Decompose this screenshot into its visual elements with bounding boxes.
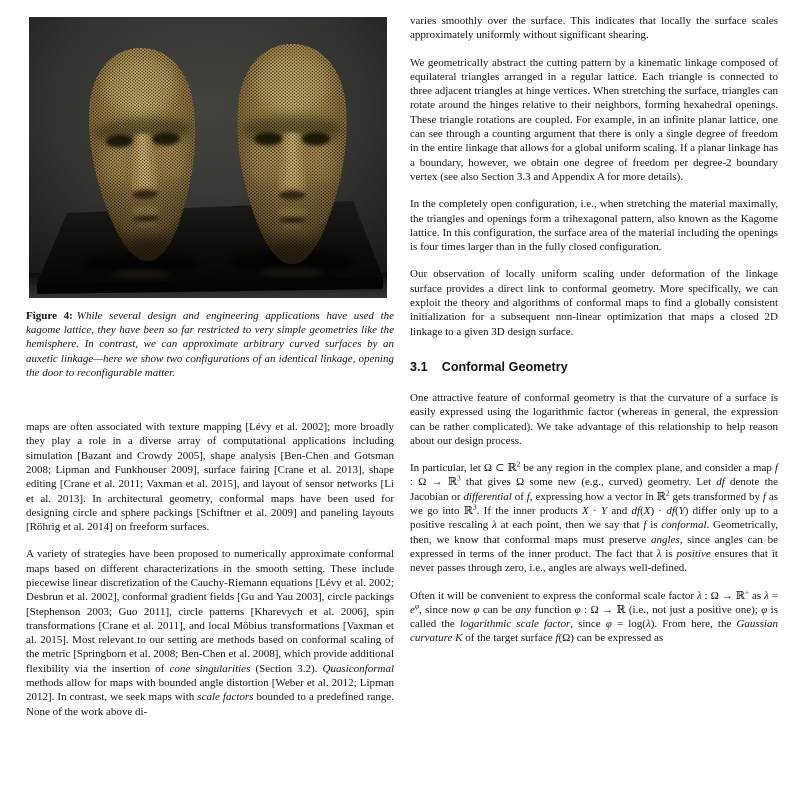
right-paragraph-5: One attractive feature of conformal geometry is that the curvature of a surface is easily expressed using the logarithmic factor (whereas in general, the expression can be rather complicated). We take advantage of this relationship to help reason about our design process. xyxy=(410,391,778,447)
figure-caption-label: Figure 4: xyxy=(26,310,73,322)
section-number: 3.1 xyxy=(410,359,428,374)
right-paragraph-7: Often it will be convenient to express the conformal scale factor λ : Ω → ℝ+ as $\lambda = e^\varphi$, since now φ can be any function φ : Ω → ℝ (i.e., not just a positive one); φ is called the logarithmic scale factor, since φ = log(λ). From here, the Gaussian curvature K of the target surface f(Ω) can be expressed as xyxy=(410,586,778,645)
figure-4-image xyxy=(29,17,387,298)
platform-top xyxy=(37,201,383,283)
figure-caption-text: While several design and engineering applications have used the kagome lattice, they have been so far restricted to very simple geometries like the hemisphere. In contrast, we can approximate arbitrary curved surfaces by an auxetic linkage—here we show two configurations of an identical linkage, opening the door to reconfigurable matter. xyxy=(26,310,395,379)
left-column xyxy=(26,17,394,732)
figure-4-caption xyxy=(26,309,394,380)
left-paragraph-1: maps are often associated with texture mapping [Lévy et al. 2002]; more broadly they play a role in a diverse array of computational applications including simulation [Bazant and Crowdy 2005], shape analysis [Ben-Chen and Gotsman 2008; Lipman and Funkhouser 2009], surface fairing [Crane et al. 2013], shape editing [Crane et al. 2011; Vaxman et al. 2015], and layout of sensor networks [Li et al. 2013]. In architectural geometry, conformal maps have been used for designing circle and sphere packings [Schiftner et al. 2009] and paneling layouts [Röhrig et al. 2014] on freeform surfaces. xyxy=(26,421,394,534)
right-paragraph-4: Our observation of locally uniform scaling under deformation of the linkage surface provides a direct link to conformal geometry. More specifically, we can exploit the theory and algorithms of conformal maps to find a globally consistent initialization for a subsequent non-linear optimization that maps a closed 2D linkage to a given 3D design surface. xyxy=(410,268,778,338)
figure-4 xyxy=(26,17,394,380)
left-paragraph-2: A variety of strategies have been proposed to numerically approximate conformal maps based on different characterizations in the smooth setting. These include piecewise linear discretization of the Cauchy-Riemann equations [Lévy et al. 2002; Desbrun et al. 2002], conformal gradient fields [Gu and Yau 2003], circle packings [Stephenson 2003; Guo 2011], circle patterns [Kharevych et al. 2006], spin transformations [Crane et al. 2011], and local Möbius transformations [Vaxman et al. 2015]. Most relevant to our setting are methods based on conformal scaling of the metric [Springborn et al. 2008; Ben-Chen et al. 2008], which provide additional flexibility via the insertion of cone singularities (Section 3.2). Quasiconformal methods allow for maps with bounded angle distortion [Weber et al. 2012; Lipman 2012]. In contrast, we seek maps with scale factors bounded to a predefined range. None of the work above di- xyxy=(26,548,395,718)
right-paragraph-6: In particular, let Ω ⊂ ℝ$^2$ be any region in the complex plane, and consider a map f : Ω → ℝ$^3$ that gives Ω some new (e.g., curved) geometry. Let df denote the Jacobian or differential of f, expressing how a vector in ℝ$^2$ gets transformed by f as we go into ℝ$^3$. If the inner products X · Y and df(X) · df(Y) differ only up to a positive rescaling λ at each point, then we say that f is conformal. Geometrically, then, we know that conformal maps must preserve angles, since angles can be expressed in terms of the inner product. The fact that λ is positive ensures that it never passes through zero, i.e., angles are always well-defined. xyxy=(410,459,779,575)
right-face-reflection xyxy=(259,268,323,276)
section-title: Conformal Geometry xyxy=(441,359,568,374)
right-column xyxy=(410,14,778,659)
section-heading-3-1 xyxy=(410,360,778,374)
right-paragraph-2: We geometrically abstract the cutting pattern by a kinematic linkage composed of equilateral triangles arranged in a regular lattice. Each triangle is connected to three adjacent triangles at hinge vertices. When stretching the surface, triangles can rotate around the hinges relative to their neighbors, forming hexahedral openings. These triangle rotations are coupled. For example, in an infinite planar lattice, one can see through a counting argument that there is only a single degree of freedom in the entire linkage that allows for a global uniform scaling. If a planar linkage has a boundary, however, we obtain one degree of freedom per degree-2 boundary vertex (see also Section 3.3 and Appendix A for more details). xyxy=(410,56,778,183)
left-face-reflection xyxy=(111,270,171,278)
right-paragraph-1: varies smoothly over the surface. This indicates that locally the surface scales approximately uniformly without significant shearing. xyxy=(410,15,778,42)
right-paragraph-3: In the completely open configuration, i.e., when stretching the material maximally, the triangles and openings form a trihexagonal pattern, also known as the Kagome lattice. In this configuration, the surface area of the material including the openings is four times larger than in the fully closed configuration. xyxy=(410,198,778,254)
